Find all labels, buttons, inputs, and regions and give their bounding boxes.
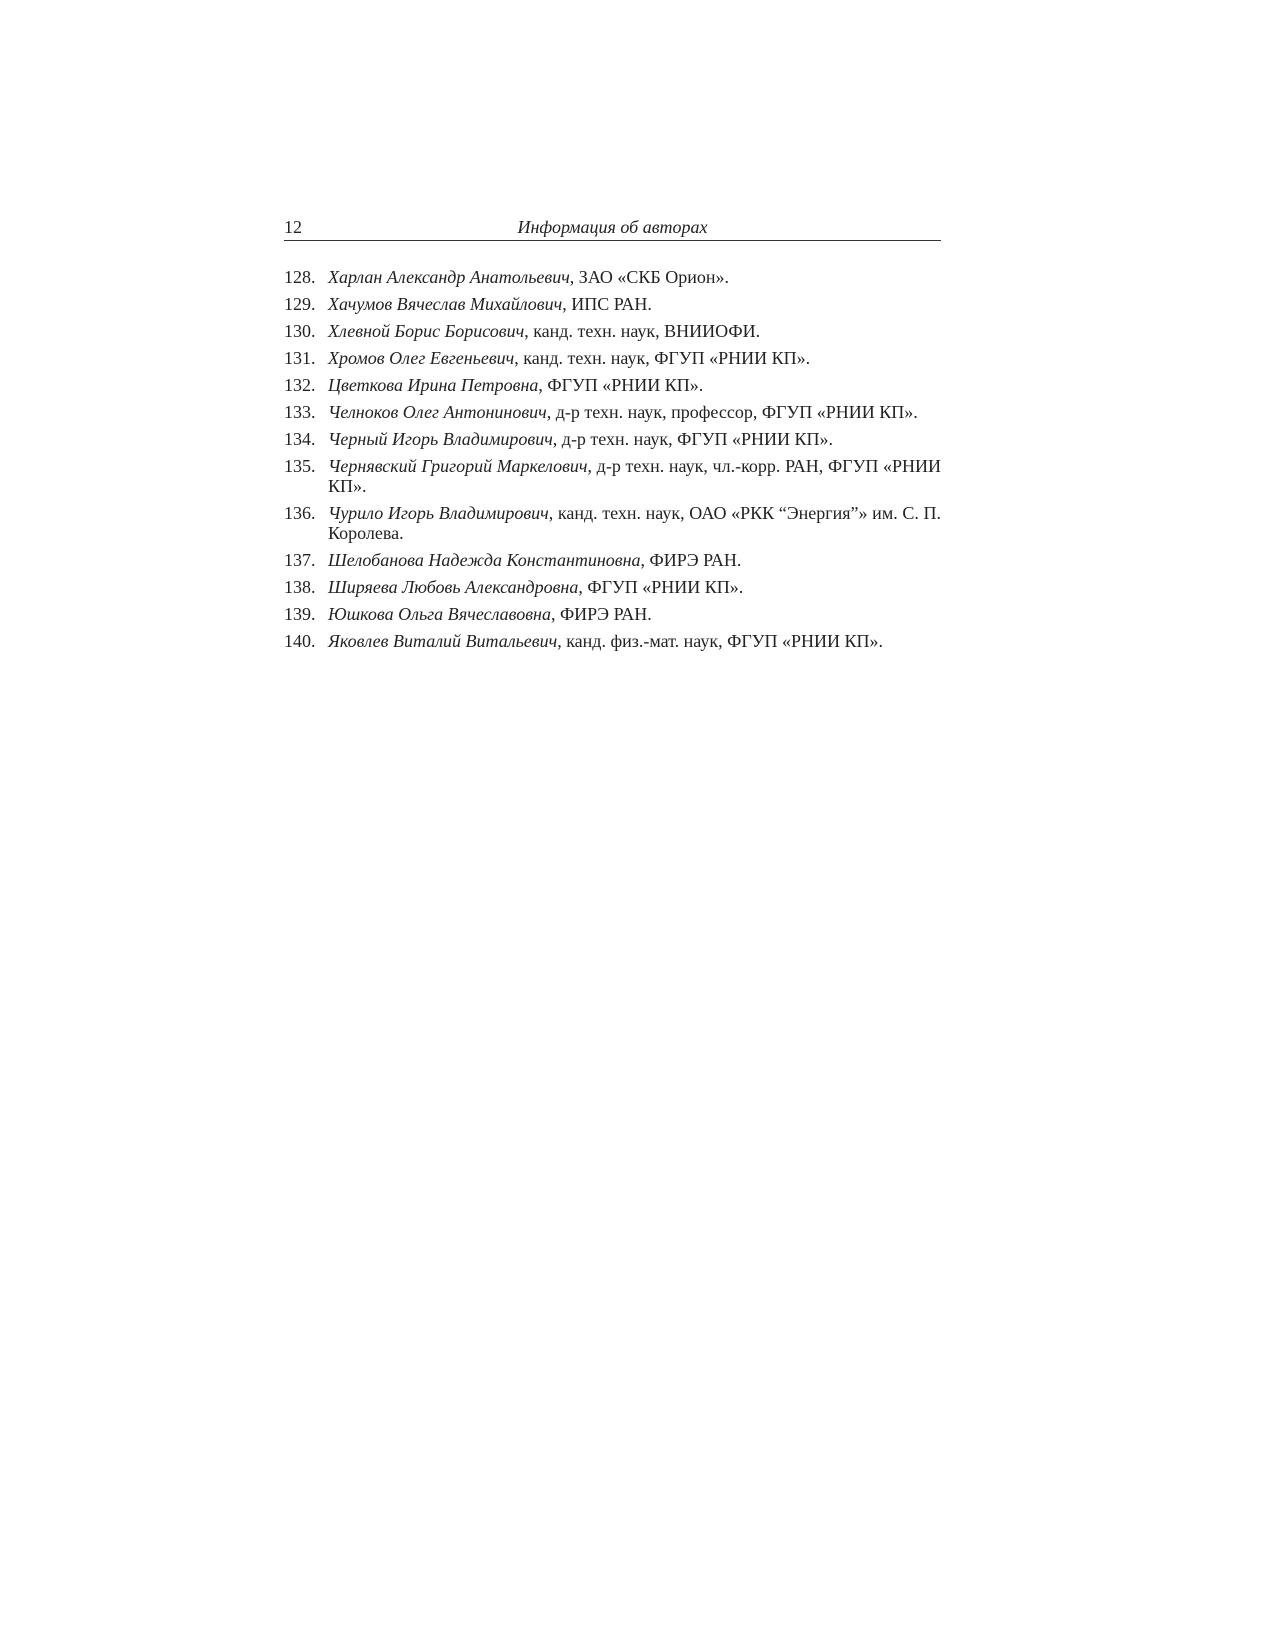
author-name: Шелобанова Надежда Константиновна [328,550,641,570]
author-name: Чернявский Григорий Маркелович [328,456,588,476]
entry-body [328,267,941,287]
list-item [284,321,941,341]
entry-number: 129. [284,294,316,314]
entry-body [328,321,941,341]
entry-number: 132. [284,375,316,395]
list-item [284,402,941,422]
author-name: Цветкова Ирина Петровна [328,375,539,395]
list-item [284,631,941,651]
author-details: , ФИРЭ РАН. [550,604,652,624]
author-details: , канд. техн. наук, ОАО «РКК “Энергия”» им. С. П. Королева. [328,503,941,543]
entry-body [328,577,941,597]
entry-body [328,604,941,624]
author-list [284,267,941,658]
entry-number: 133. [284,402,316,422]
entry-number: 137. [284,550,316,570]
entry-body [328,503,941,543]
entry-body [328,348,941,368]
list-item [284,267,941,287]
author-details: , канд. техн. наук, ВНИИОФИ. [524,321,761,341]
entry-body [328,294,941,314]
entry-number: 135. [284,456,316,476]
author-details: , д-р техн. наук, ФГУП «РНИИ КП». [552,429,834,449]
author-name: Юшкова Ольга Вячеславовна [328,604,551,624]
author-name: Черный Игорь Владимирович [328,429,553,449]
author-name: Хачумов Вячеслав Михайлович [328,294,563,314]
list-item [284,456,941,496]
author-details: , д-р техн. наук, профессор, ФГУП «РНИИ КП». [546,402,918,422]
list-item [284,348,941,368]
running-title: Информация об авторах [517,217,708,237]
list-item [284,503,941,543]
list-item [284,375,941,395]
author-name: Яковлев Виталий Витальевич [328,631,558,651]
author-details: , ИПС РАН. [562,294,652,314]
entry-number: 136. [284,503,316,523]
list-item [284,429,941,449]
entry-number: 130. [284,321,316,341]
author-name: Челноков Олег Антонинович [328,402,547,422]
author-name: Чурило Игорь Владимирович [328,503,549,523]
entry-body [328,375,941,395]
author-name: Хромов Олег Евгеньевич [328,348,515,368]
entry-number: 131. [284,348,316,368]
entry-number: 140. [284,631,316,651]
author-name: Хлевной Борис Борисович [328,321,525,341]
entry-body [328,631,941,651]
author-details: , канд. техн. наук, ФГУП «РНИИ КП». [514,348,811,368]
author-details: , д-р техн. наук, чл.-корр. РАН, ФГУП «РНИИ КП». [328,456,941,496]
entry-body [328,429,941,449]
entry-body [328,456,941,496]
author-details: , ФГУП «РНИИ КП». [538,375,704,395]
entry-body [328,550,941,570]
page-header [284,216,941,241]
author-details: , канд. физ.-мат. наук, ФГУП «РНИИ КП». [557,631,883,651]
author-details: , ЗАО «СКБ Орион». [569,267,730,287]
entry-number: 134. [284,429,316,449]
list-item [284,550,941,570]
entry-number: 139. [284,604,316,624]
page-number: 12 [284,217,302,237]
entry-body [328,402,941,422]
author-name: Харлан Александр Анатольевич [328,267,570,287]
entry-number: 128. [284,267,316,287]
author-details: , ФГУП «РНИИ КП». [578,577,744,597]
list-item [284,294,941,314]
author-name: Ширяева Любовь Александровна [328,577,579,597]
list-item [284,577,941,597]
list-item [284,604,941,624]
entry-number: 138. [284,577,316,597]
author-details: , ФИРЭ РАН. [640,550,742,570]
